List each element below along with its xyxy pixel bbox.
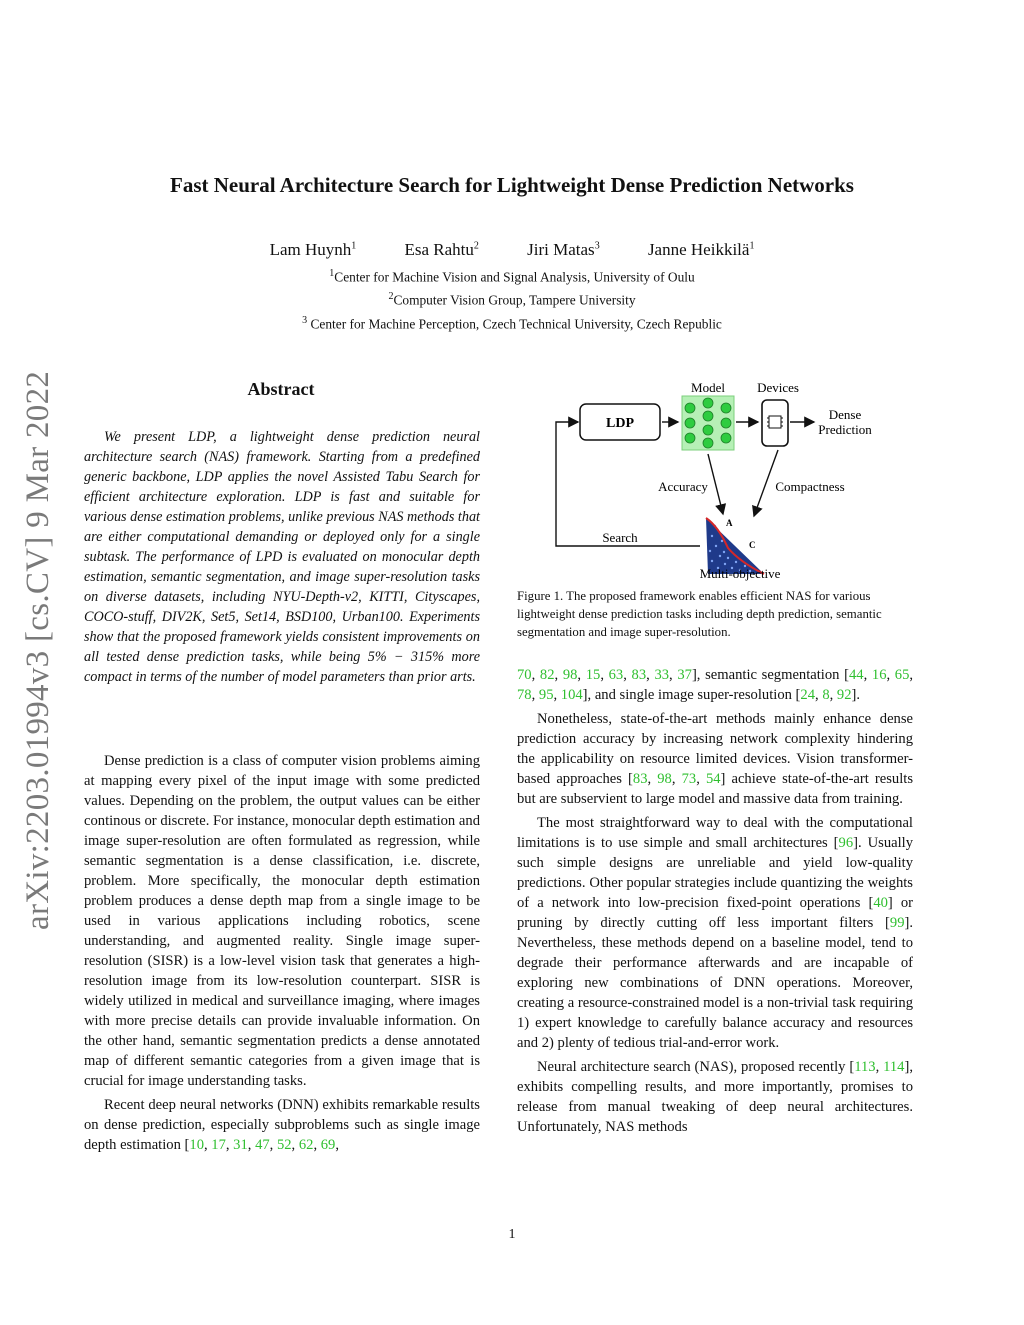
citation-link[interactable]: 98: [562, 667, 578, 683]
author-list: [0, 240, 1024, 260]
search-label: Search: [602, 530, 638, 545]
citation-link[interactable]: 98: [657, 771, 672, 787]
affiliation: $^1$Center for Machine Vision and Signal Analysis, University of Oulu: [329, 268, 695, 285]
citation-link[interactable]: 15: [585, 667, 601, 683]
model-label: Model: [691, 380, 725, 395]
affiliation: $^3$ Center for Machine Perception, Czech Technical University, Czech Republic: [302, 315, 722, 332]
citation-link[interactable]: 33: [654, 667, 670, 683]
citation-link[interactable]: 114: [883, 1059, 905, 1075]
citation-link[interactable]: 10: [189, 1137, 204, 1153]
figure-caption: Figure 1. The proposed framework enables efficient NAS for various lightweight dense prediction tasks including depth prediction, semantic segmentation and image super-resolution.: [517, 589, 882, 639]
affiliation: $^2$Computer Vision Group, Tampere University: [388, 291, 636, 308]
compactness-label: Compactness: [775, 479, 845, 494]
citation-link[interactable]: 92: [836, 687, 852, 703]
citation-link[interactable]: 96: [838, 835, 854, 851]
citation-link[interactable]: 52: [276, 1137, 292, 1153]
author: Esa Rahtu$^2$: [404, 240, 479, 259]
citation-link[interactable]: 63: [608, 667, 624, 683]
citation-link[interactable]: 83: [631, 667, 647, 683]
citation-link[interactable]: 31: [233, 1137, 248, 1153]
citation-link[interactable]: 83: [632, 771, 648, 787]
multi-objective-label: Multi-objective: [699, 566, 781, 581]
paper-title: Fast Neural Architecture Search for Lightweight Dense Prediction Networks: [170, 173, 854, 197]
paragraph: Nonetheless, state-of-the-art methods mainly enhance dense prediction accuracy by increasing network complexity hindering the applicability on resource limited devices. Vision transformer-based approaches [83, 98, 73, 54] achieve state-of-the-art results but are subservient to large model and massive data from training.: [517, 711, 914, 807]
citation-link[interactable]: 17: [211, 1137, 226, 1153]
citation-link[interactable]: 73: [681, 771, 697, 787]
citation-link[interactable]: 24: [800, 687, 816, 703]
citation-link[interactable]: 62: [298, 1137, 314, 1153]
right-column: [517, 665, 913, 1141]
citation-link[interactable]: 69: [320, 1137, 336, 1153]
citation-link[interactable]: 104: [560, 687, 583, 703]
ldp-label: LDP: [606, 416, 634, 431]
point-a-label: A: [726, 518, 733, 528]
citation-link[interactable]: 99: [889, 915, 905, 931]
arxiv-stamp: arXiv:2203.01994v3 [cs.CV] 9 Mar 2022: [20, 370, 56, 930]
citation-link[interactable]: 44: [848, 667, 864, 683]
paragraph: Dense prediction is a class of computer vision problems aiming at mapping every pixel of the input image with some predicted values. Depending on the problem, the output values can be either continous or discrete. For instance, monocular depth estimation and image super-resolution are often formulated as regression, while semantic segmentation is a dense classification, i.e. discrete, problem. More specifically, the monocular depth estimation problem produces a dense depth map from a single image to be used in various applications including robotics, scene understanding, and augmented reality. Single image super-resolution (SISR) is a low-level vision task that generates a high-resolution image from its low-resolution counterpart. SISR is widely utilized in medical and surveillance imaging, where images with more precise details can provide invaluable information. On the other hand, semantic segmentation predicts a dense annotated map of different semantic categories from a given image that is crucial for image understanding tasks.: [84, 753, 480, 1089]
citation-link[interactable]: 37: [677, 667, 692, 683]
citation-link[interactable]: 8: [822, 687, 830, 703]
point-c-label: C: [749, 540, 756, 550]
paragraph: Recent deep neural networks (DNN) exhibits remarkable results on dense prediction, especially subproblems such as single image depth estimation [10, 17, 31, 47, 52, 62, 69,: [84, 1097, 480, 1153]
citation-link[interactable]: 47: [255, 1137, 270, 1153]
citation-link[interactable]: 113: [854, 1059, 876, 1075]
devices-label: Devices: [757, 380, 799, 395]
citation-link[interactable]: 95: [538, 687, 554, 703]
author: Janne Heikkilä$^1$: [647, 240, 755, 259]
left-column: [84, 751, 480, 1159]
abstract-heading: Abstract: [247, 379, 315, 399]
paragraph: The most straightforward way to deal with the computational limitations is to use simple and small architectures [96]. Usually such simple designs are unreliable and yield low-quality predictions. Other popular strategies include quantizing the weights of a network into low-precision fixed-point operations [40] or pruning by directly cutting off less important filters [99]. Nevertheless, these methods depend on a baseline model, tend to degrade their performance afterwards and are incapable of exploring new combinations of DNN operations. Moreover, creating a resource-constrained model is a non-trivial task requiring 1) expert knowledge to carefully balance accuracy and resources and 2) plenty of tedious trial-and-error work.: [517, 815, 913, 1051]
citation-link[interactable]: 82: [539, 667, 555, 683]
author: Jiri Matas$^3$: [527, 240, 600, 259]
paragraph: Neural architecture search (NAS), proposed recently [113, 114], exhibits compelling results, and more importantly, promises to release from manual tweaking of deep neural architectures. Unfortunately, NAS methods: [517, 1059, 913, 1135]
citation-link[interactable]: 70: [517, 667, 532, 683]
paragraph: 70, 82, 98, 15, 63, 83, 33, 37], semantic segmentation [44, 16, 65, 78, 95, 104], and single image super-resolution [24, 8, 92].: [517, 667, 914, 703]
citation-link[interactable]: 40: [873, 895, 888, 911]
dense-label: Dense: [828, 407, 862, 422]
figure-diagram: [540, 376, 900, 586]
abstract-body: We present LDP, a lightweight dense prediction neural architecture search (NAS) framework. Starting from a predefined generic backbone, LDP applies the novel Assisted Tabu Search for efficient architecture exploration. LDP is fast and suitable for various dense estimation problems, unlike previous NAS methods that are either computational demanding or deployed only for a single subtask. The performance of LPD is evaluated on monocular depth estimation, semantic segmentation, and image super-resolution tasks on diverse datasets, including NYU-Depth-v2, KITTI, Cityscapes, COCO-stuff, DIV2K, Set5, Set14, BSD100, Urban100. Experiments show that the proposed framework yields consistent improvements on all tested dense prediction tasks, while being 5% − 315% more compact in terms of the number of model parameters than prior arts.: [84, 429, 480, 685]
author: Lam Huynh$^1$: [269, 240, 357, 259]
citation-link[interactable]: 78: [517, 687, 532, 703]
page-number: 1: [508, 1227, 516, 1242]
prediction-label: Prediction: [818, 422, 872, 437]
citation-link[interactable]: 65: [894, 667, 910, 683]
citation-link[interactable]: 54: [705, 771, 721, 787]
citation-link[interactable]: 16: [871, 667, 887, 683]
phone-icon: [762, 400, 788, 446]
accuracy-label: Accuracy: [658, 479, 708, 494]
